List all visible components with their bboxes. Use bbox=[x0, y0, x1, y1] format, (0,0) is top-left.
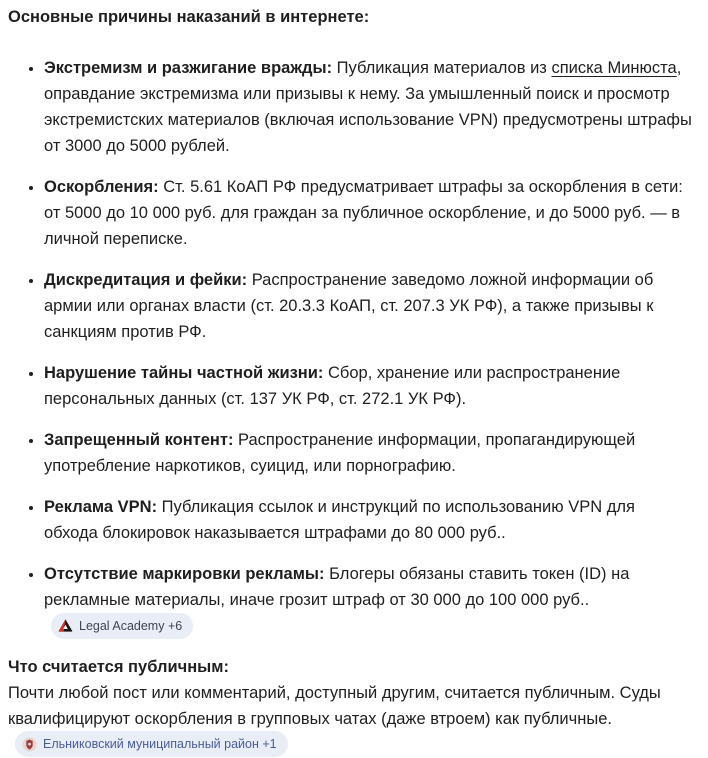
list-item-privacy bbox=[44, 360, 694, 412]
list-item-extremism bbox=[44, 55, 694, 159]
paragraph-text: Почти любой пост или комментарий, доступный другим, считается публичным. Суды квалифицируют оскорбления в групповых чатах (даже втроем) как публичные. bbox=[8, 683, 661, 728]
list-item-ad-labeling bbox=[44, 561, 694, 640]
bullet-text: Ст. 5.61 КоАП РФ предусматривает штрафы за оскорбления в сети: от 5000 до 10 000 руб. для граждан за публичное оскорбление, и до 5000 руб. — в личной переписке. bbox=[44, 178, 683, 248]
bullet-text: Публикация ссылок и инструкций по использованию VPN для обхода блокировок наказывается штрафами до 80 000 руб.. bbox=[44, 498, 635, 542]
bullet-lead: Отсутствие маркировки рекламы: bbox=[44, 565, 325, 583]
citation-chip-elnikovsky[interactable] bbox=[15, 731, 288, 757]
bullet-lead: Экстремизм и разжигание вражды: bbox=[44, 59, 333, 77]
list-item-banned-content bbox=[44, 427, 694, 479]
section-heading-public: Что считается публичным: bbox=[8, 657, 229, 676]
list-item-vpn-ads bbox=[44, 494, 694, 546]
bullet-lead: Запрещенный контент: bbox=[44, 431, 234, 449]
bullet-text: Распространение заведомо ложной информации об армии или органах власти (ст. 20.3.3 КоАП, ст. 207.3 УК РФ), а также призывы к санкциям против РФ. bbox=[44, 271, 654, 341]
municipal-emblem-icon bbox=[22, 737, 37, 752]
response-body bbox=[8, 4, 694, 758]
list-item-insults bbox=[44, 174, 694, 252]
bullet-text: , оправдание экстремизма или призывы к нему. За умышленный поиск и просмотр экстремистских материалов (включая использование VPN) предусмотрены штрафы от 3000 до 5000 рублей. bbox=[44, 59, 692, 155]
citation-label: Legal Academy +6 bbox=[79, 618, 183, 633]
citation-label: Ельниковский муниципальный район +1 bbox=[43, 737, 277, 752]
bullet-text: Блогеры обязаны ставить токен (ID) на рекламные материалы, иначе грозит штраф от 30 000 до 100 000 руб.. bbox=[44, 565, 630, 609]
bullet-lead: Нарушение тайны частной жизни: bbox=[44, 364, 324, 382]
bullet-lead: Оскорбления: bbox=[44, 178, 159, 196]
bullet-lead: Реклама VPN: bbox=[44, 498, 158, 516]
minjust-list-link[interactable]: списка Минюста bbox=[551, 59, 677, 77]
bullet-text: Сбор, хранение или распространение персональных данных (ст. 137 УК РФ, ст. 272.1 УК РФ). bbox=[44, 364, 621, 408]
bullet-lead: Дискредитация и фейки: bbox=[44, 271, 248, 289]
public-paragraph bbox=[8, 680, 694, 758]
bullet-text: Публикация материалов из bbox=[332, 59, 552, 77]
bullet-text: Распространение информации, пропагандирующей употребление наркотиков, суицид, или порнографию. bbox=[44, 431, 636, 475]
citation-chip-legal-academy[interactable] bbox=[51, 613, 193, 639]
legal-academy-triangle-icon bbox=[58, 618, 73, 633]
list-item-discreditation bbox=[44, 267, 694, 345]
section-heading-main: Основные причины наказаний в интернете: bbox=[8, 8, 370, 26]
reasons-list bbox=[8, 55, 694, 640]
